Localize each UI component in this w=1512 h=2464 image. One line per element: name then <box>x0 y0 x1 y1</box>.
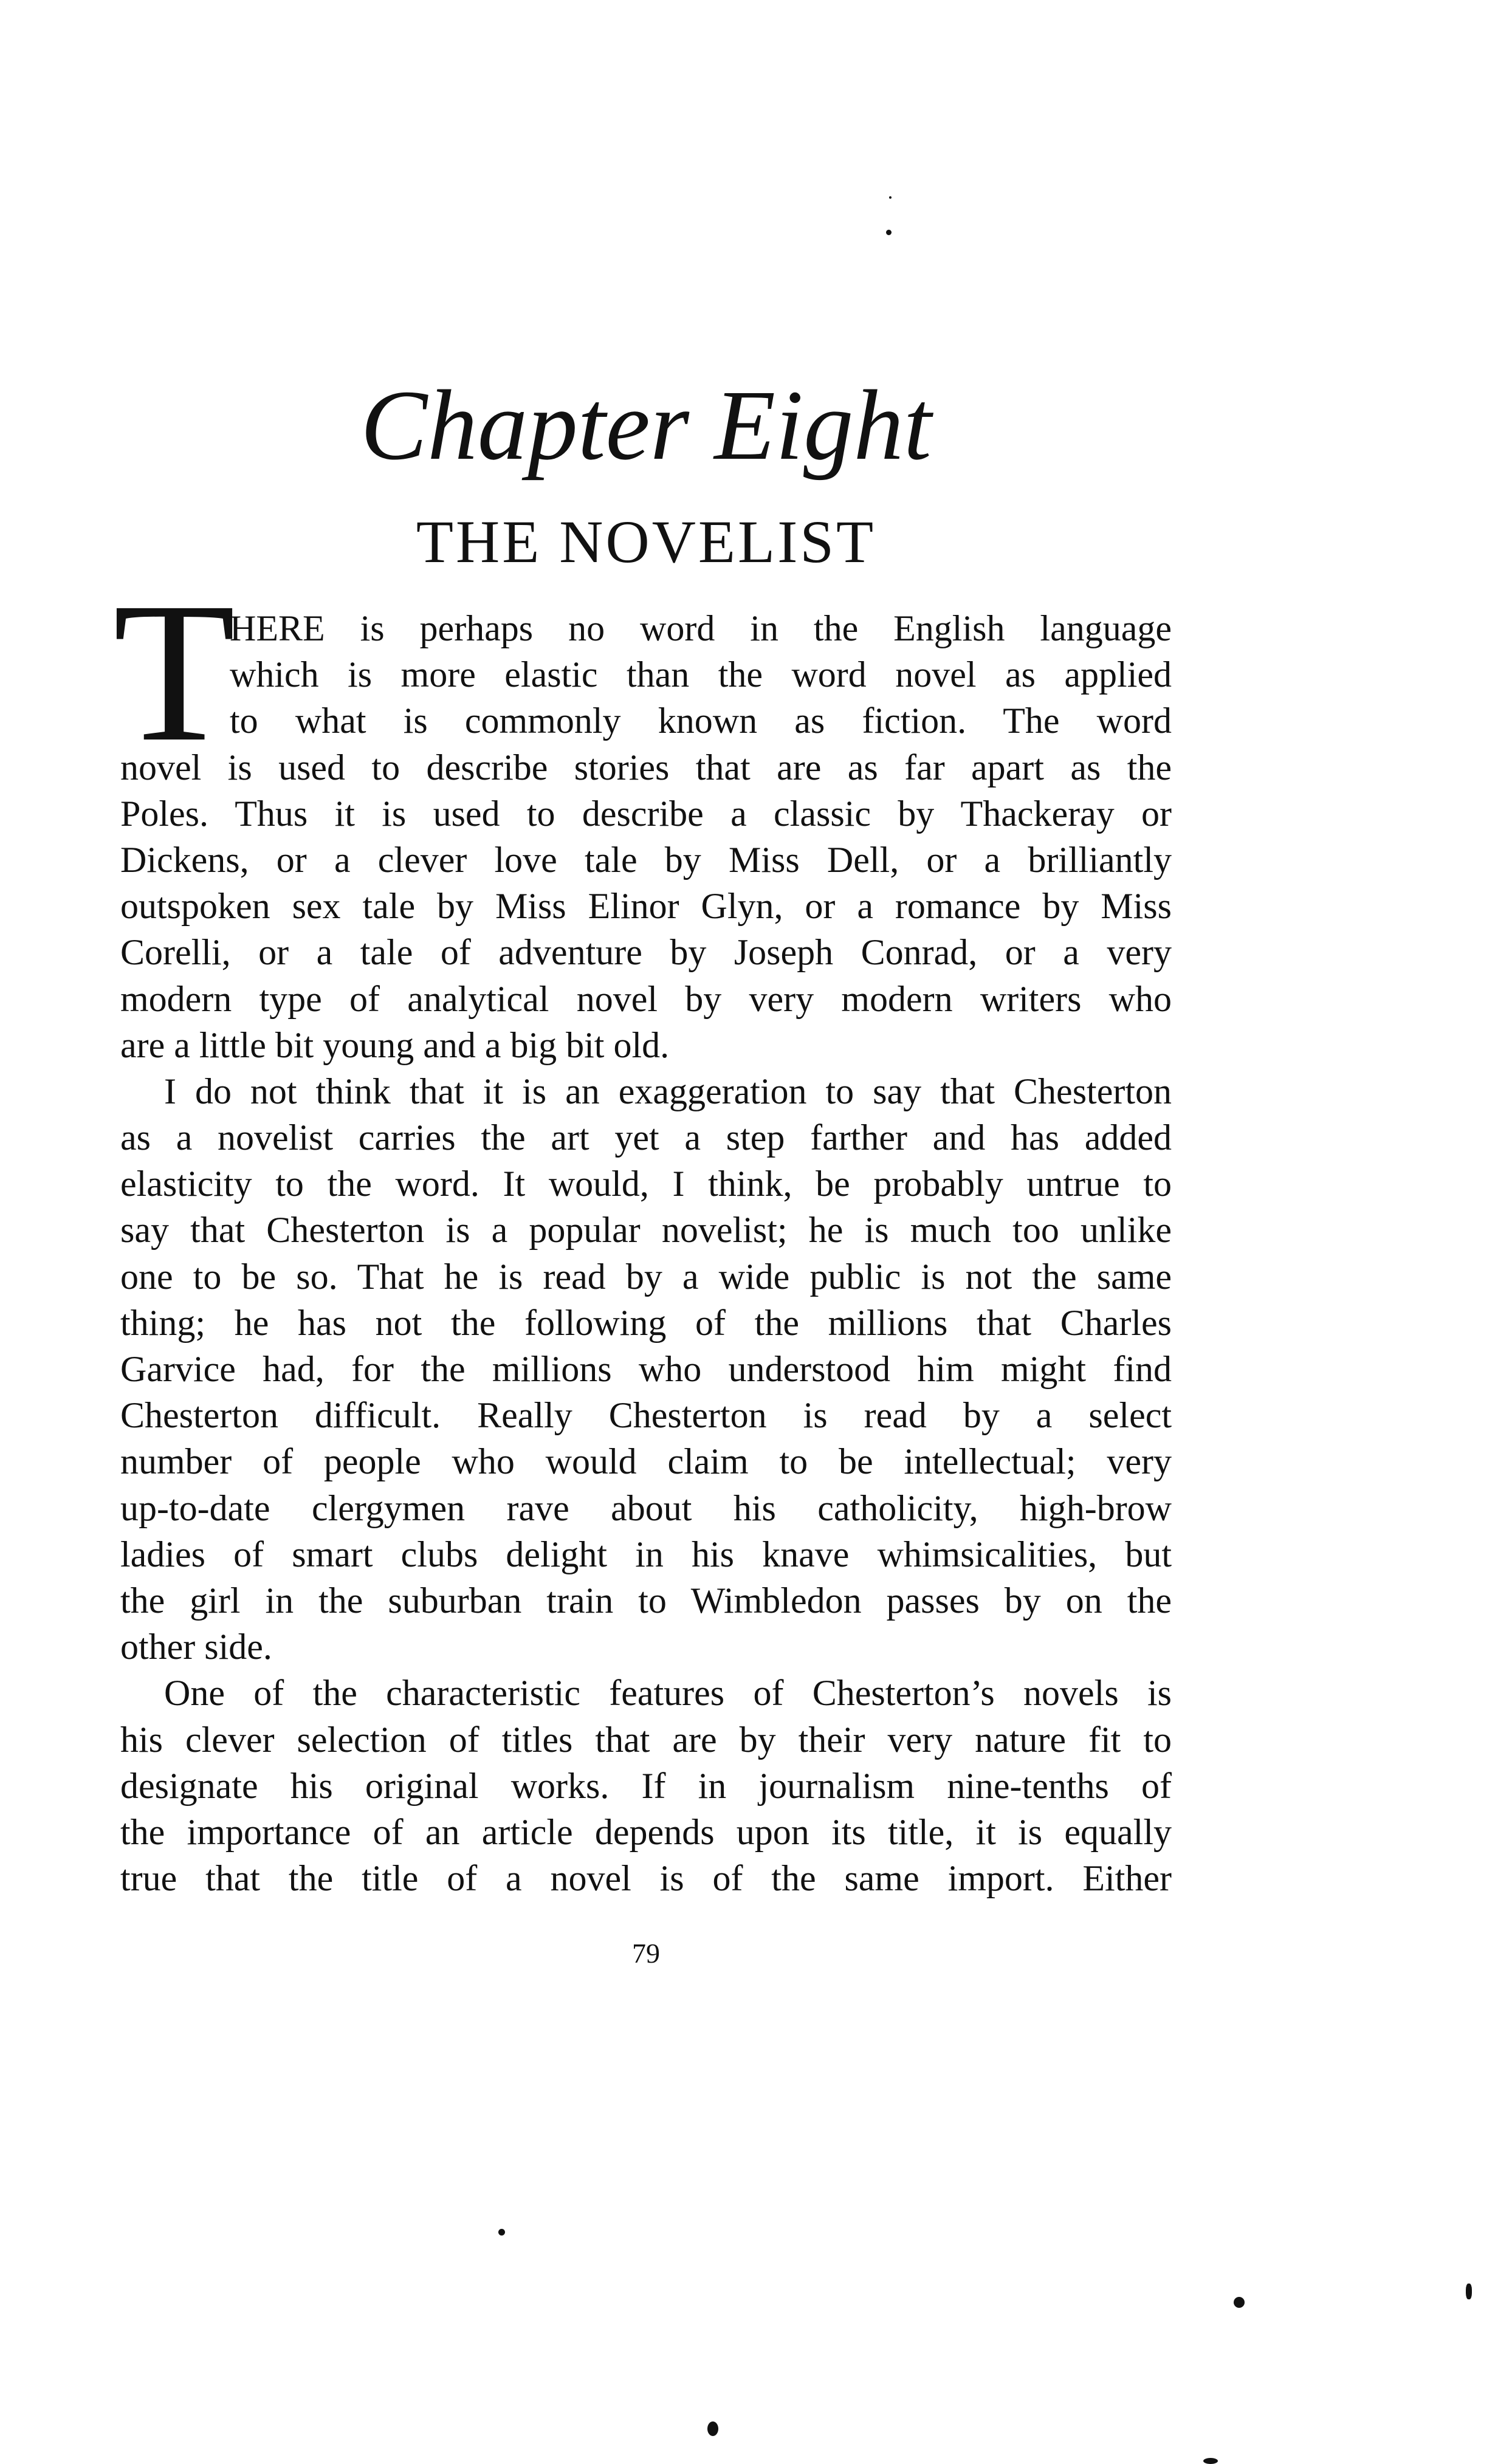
text-line: up-to-date clergymen rave about his catholicity, high-brow <box>120 1488 1172 1528</box>
chapter-title: THE NOVELIST <box>416 508 876 575</box>
scan-speck <box>1203 2458 1218 2464</box>
text-line: as a novelist carries the art yet a step farther and has added <box>120 1117 1172 1158</box>
text-line: One of the characteristic features of Chesterton’s novels is <box>164 1673 1172 1714</box>
text-line: number of people who would claim to be intellectual; very <box>120 1441 1172 1482</box>
text-line: say that Chesterton is a popular novelist; he is much too unlike <box>120 1210 1172 1251</box>
text-line: Dickens, or a clever love tale by Miss Dell, or a brilliantly <box>120 839 1172 880</box>
scan-speck <box>498 2229 505 2236</box>
text-line: are a little bit young and a big bit old. <box>120 1024 670 1065</box>
text-line: designate his original works. If in journalism nine-tenths of <box>120 1765 1172 1806</box>
text-line: outspoken sex tale by Miss Elinor Glyn, or a romance by Miss <box>120 886 1172 927</box>
text-line: Chesterton difficult. Really Chesterton is read by a select <box>120 1395 1172 1436</box>
chapter-label: Chapter Eight <box>360 369 932 481</box>
text-line: novel is used to describe stories that are as far apart as the <box>120 747 1172 788</box>
text-line: the importance of an article depends upon its title, it is equally <box>120 1811 1172 1852</box>
page-number: 79 <box>632 1938 660 1969</box>
text-line: his clever selection of titles that are by their very nature fit to <box>120 1719 1172 1760</box>
text-line: true that the title of a novel is of the same import. Either <box>120 1858 1172 1899</box>
text-line: elasticity to the word. It would, I think, be probably untrue to <box>120 1164 1172 1204</box>
text-line: HERE is perhaps no word in the English language <box>230 608 1172 648</box>
scan-speck <box>886 230 892 235</box>
scan-speck <box>889 196 892 199</box>
text-line: to what is commonly known as fiction. The word <box>230 701 1172 741</box>
body-text <box>120 605 1172 1901</box>
text-line: modern type of analytical novel by very modern writers who <box>120 978 1172 1019</box>
scan-speck <box>707 2421 718 2436</box>
text-line: which is more elastic than the word novel as applied <box>230 654 1172 695</box>
text-line: Garvice had, for the millions who understood him might find <box>120 1349 1172 1389</box>
text-line: one to be so. That he is read by a wide public is not the same <box>120 1256 1172 1297</box>
drop-cap: T <box>113 561 236 783</box>
text-line: the girl in the suburban train to Wimbledon passes by on the <box>120 1580 1172 1621</box>
text-line: Corelli, or a tale of adventure by Joseph Conrad, or a very <box>120 932 1172 973</box>
text-line: ladies of smart clubs delight in his knave whimsicalities, but <box>120 1534 1172 1574</box>
text-line: other side. <box>120 1627 272 1667</box>
scan-speck <box>1234 2297 1245 2308</box>
text-line: I do not think that it is an exaggeration to say that Chesterton <box>164 1071 1172 1111</box>
text-line: Poles. Thus it is used to describe a classic by Thackeray or <box>120 793 1172 834</box>
text-line: thing; he has not the following of the millions that Charles <box>120 1302 1172 1343</box>
scan-speck <box>1466 2284 1472 2299</box>
